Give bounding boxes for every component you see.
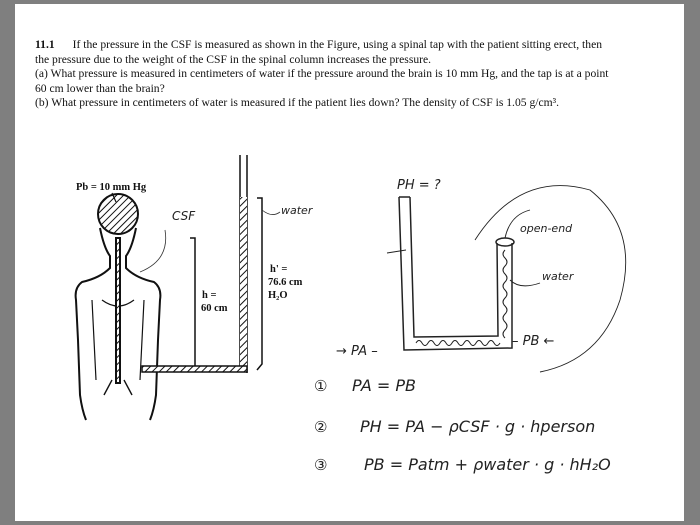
h-prime-unit: H₂O xyxy=(268,290,288,301)
ph-question: PH = ? xyxy=(397,178,441,193)
person-figure xyxy=(76,194,161,420)
h-label: h = xyxy=(202,290,217,301)
problem-part-a: (a) What pressure is measured in centimeters of water if the pressure around the brain is 10 mm Hg, and the tap is at a point 60 cm lower than the brain? xyxy=(35,67,609,95)
csf-label: CSF xyxy=(172,209,196,223)
pa-label: → PA – xyxy=(336,344,378,359)
problem-intro: If the pressure in the CSF is measured as shown in the Figure, using a spinal tap with the patient sitting erect, then the pressure due to the weight of the CSF in the spinal column increases the pressure. xyxy=(35,38,603,66)
equation-1: PA = PB xyxy=(352,376,416,395)
manometer xyxy=(142,155,262,373)
eq1-number: ① xyxy=(314,377,328,395)
h-prime-value: 76.6 cm xyxy=(268,277,303,288)
eq3-number: ③ xyxy=(314,456,328,474)
eq2-number: ② xyxy=(314,418,328,436)
open-end-label: open-end xyxy=(520,222,573,235)
h-value: 60 cm xyxy=(201,303,228,314)
water-note-label: water xyxy=(542,270,574,283)
brain-head xyxy=(98,194,138,234)
problem-number: 11.1 xyxy=(35,38,55,51)
brain-pressure-label: Pb = 10 mm Hg xyxy=(76,182,147,193)
spinal-column xyxy=(116,238,120,383)
u-tube-sketch xyxy=(387,186,626,372)
equation-2: PH = PA − ρCSF · g · hperson xyxy=(360,417,596,436)
water-label: water xyxy=(281,204,313,217)
equation-3: PB = Patm + ρwater · g · hH₂O xyxy=(364,455,611,474)
h-prime-label: h' = xyxy=(270,264,288,275)
pb-label: – PB ← xyxy=(512,334,555,349)
problem-part-b: (b) What pressure in centimeters of water is measured if the patient lies down? The density of CSF is 1.05 g/cm³. xyxy=(35,96,559,110)
